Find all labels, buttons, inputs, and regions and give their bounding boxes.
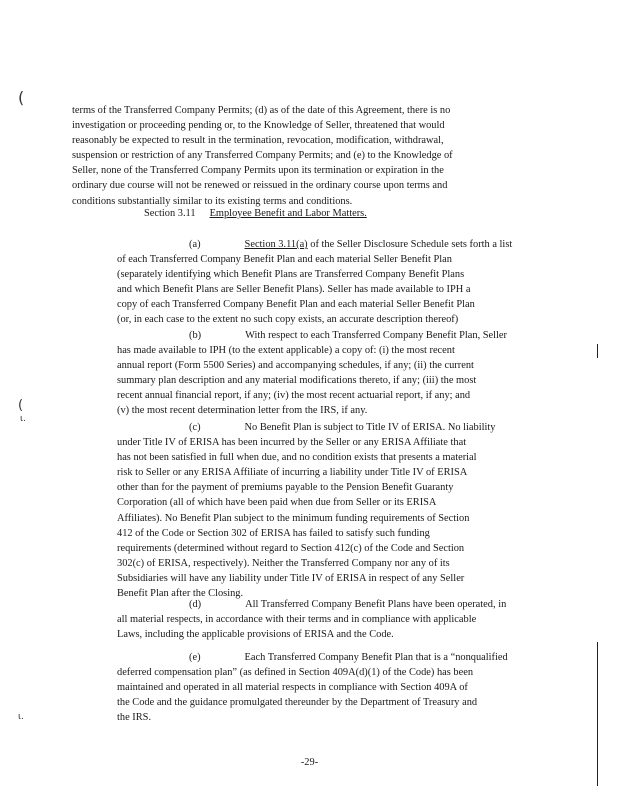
text-line: (separately identifying which Benefit Plans are Transferred Company Benefit Plans [117, 269, 465, 281]
text-line: has not been satisfied in full when due, and no condition exists that presents a material [117, 452, 477, 464]
revision-bar [597, 344, 598, 358]
paragraph-label: (a) [189, 239, 201, 250]
text-line: requirements (determined without regard to Section 412(c) of the Code and Section [117, 542, 465, 554]
text-line: all material respects, in accordance with their terms and in compliance with applicable [117, 614, 477, 626]
text-line: maintained and operated in all material respects in compliance with Section 409A of [117, 682, 468, 694]
text-line: (or, in each case to the extent no such copy exists, an accurate description thereof) [117, 314, 459, 326]
paragraph-c [117, 420, 495, 601]
paragraph-label: (c) [189, 422, 201, 433]
text-line [117, 328, 507, 343]
paragraph-label: (d) [189, 599, 202, 610]
section-heading [144, 208, 367, 219]
text-line: Subsidiaries will have any liability under Title IV of ERISA in respect of any Seller [117, 572, 465, 584]
text-line: Corporation (all of which have been paid when due from Seller or its ERISA [117, 497, 437, 509]
text-fragment: No Benefit Plan is subject to Title IV of ERISA. No liability [244, 422, 496, 433]
text-line: summary plan description and any material modifications thereto, if any; (iii) the most [117, 375, 477, 387]
margin-bracket-mark-lower: ( [18, 398, 24, 413]
text-line: the IRS. [117, 712, 152, 724]
schedule-reference: Section 3.11(a) [244, 239, 308, 250]
text-line: recent annual financial report, if any; (iv) the most recent actuarial report, if any; and [117, 390, 471, 402]
paragraph-label: (b) [189, 330, 202, 341]
paragraph-a [117, 237, 512, 328]
margin-scan-mark-bottom: ι. [18, 712, 24, 722]
text-line: has made available to IPH (to the extent applicable) a copy of: (i) the most recent [117, 345, 455, 357]
text-line: and which Benefit Plans are Seller Benefit Plans). Seller has made available to IPH a [117, 284, 471, 296]
text-fragment: of the Seller Disclosure Schedule sets forth a list [307, 239, 513, 250]
text-line: conditions substantially similar to its existing terms and conditions. [72, 195, 353, 207]
section-title: Employee Benefit and Labor Matters. [209, 208, 367, 219]
text-line: 412 of the Code or Section 302 of ERISA has failed to satisfy such funding [117, 527, 430, 539]
paragraph-e [117, 650, 508, 725]
intro-paragraph [72, 103, 453, 209]
text-line: 302(c) of ERISA, respectively). Neither the Transferred Company nor any of its [117, 557, 450, 569]
text-line: Laws, including the applicable provisions of ERISA and the Code. [117, 629, 394, 641]
text-line: investigation or proceeding pending or, to the Knowledge of Seller, threatened that would [72, 120, 445, 132]
text-fragment: With respect to each Transferred Company Benefit Plan, Seller [245, 330, 508, 341]
text-line [117, 597, 506, 612]
text-line: reasonably be expected to result in the termination, revocation, modification, withdrawal, [72, 135, 444, 147]
text-line: the Code and the guidance promulgated thereunder by the Department of Treasury and [117, 697, 478, 709]
text-line [117, 650, 508, 665]
text-line: Affiliates). No Benefit Plan subject to the minimum funding requirements of Section [117, 512, 470, 524]
text-line: risk to Seller or any ERISA Affiliate of incurring a liability under Title IV of ERISA [117, 467, 468, 479]
text-line: deferred compensation plan” (as defined in Section 409A(d)(1) of the Code) has been [117, 667, 474, 679]
margin-bracket-mark: ( [18, 88, 25, 107]
text-fragment: All Transferred Company Benefit Plans have been operated, in [245, 599, 507, 610]
text-line [117, 420, 495, 435]
paragraph-b [117, 328, 507, 419]
margin-scan-mark: ι. [20, 414, 26, 424]
paragraph-d [117, 597, 506, 642]
text-line: annual report (Form 5500 Series) and accompanying schedules, if any; (ii) the current [117, 360, 474, 372]
text-line: ordinary due course will not be renewed or reissued in the ordinary course upon terms and [72, 180, 448, 192]
text-line: other than for the payment of premiums payable to the Pension Benefit Guaranty [117, 482, 454, 494]
text-line: under Title IV of ERISA has been incurred by the Seller or any ERISA Affiliate that [117, 437, 467, 449]
text-line: (v) the most recent determination letter from the IRS, if any. [117, 405, 368, 417]
paragraph-label: (e) [189, 652, 201, 663]
section-number: Section 3.11 [144, 208, 196, 219]
text-line: of each Transferred Company Benefit Plan and each material Seller Benefit Plan [117, 254, 452, 266]
text-fragment: Each Transferred Company Benefit Plan that is a “nonqualified [244, 652, 508, 663]
text-line: Seller, none of the Transferred Company Permits upon its termination or expiration in the [72, 165, 444, 177]
text-line: Benefit Plan after the Closing. [117, 588, 244, 600]
text-line: terms of the Transferred Company Permits; (d) as of the date of this Agreement, there is no [72, 105, 451, 116]
page-number: -29- [300, 757, 319, 768]
text-line: suspension or restriction of any Transferred Company Permits; and (e) to the Knowledge of [72, 150, 453, 162]
text-line: copy of each Transferred Company Benefit Plan and each material Seller Benefit Plan [117, 299, 475, 311]
text-line [117, 237, 512, 252]
